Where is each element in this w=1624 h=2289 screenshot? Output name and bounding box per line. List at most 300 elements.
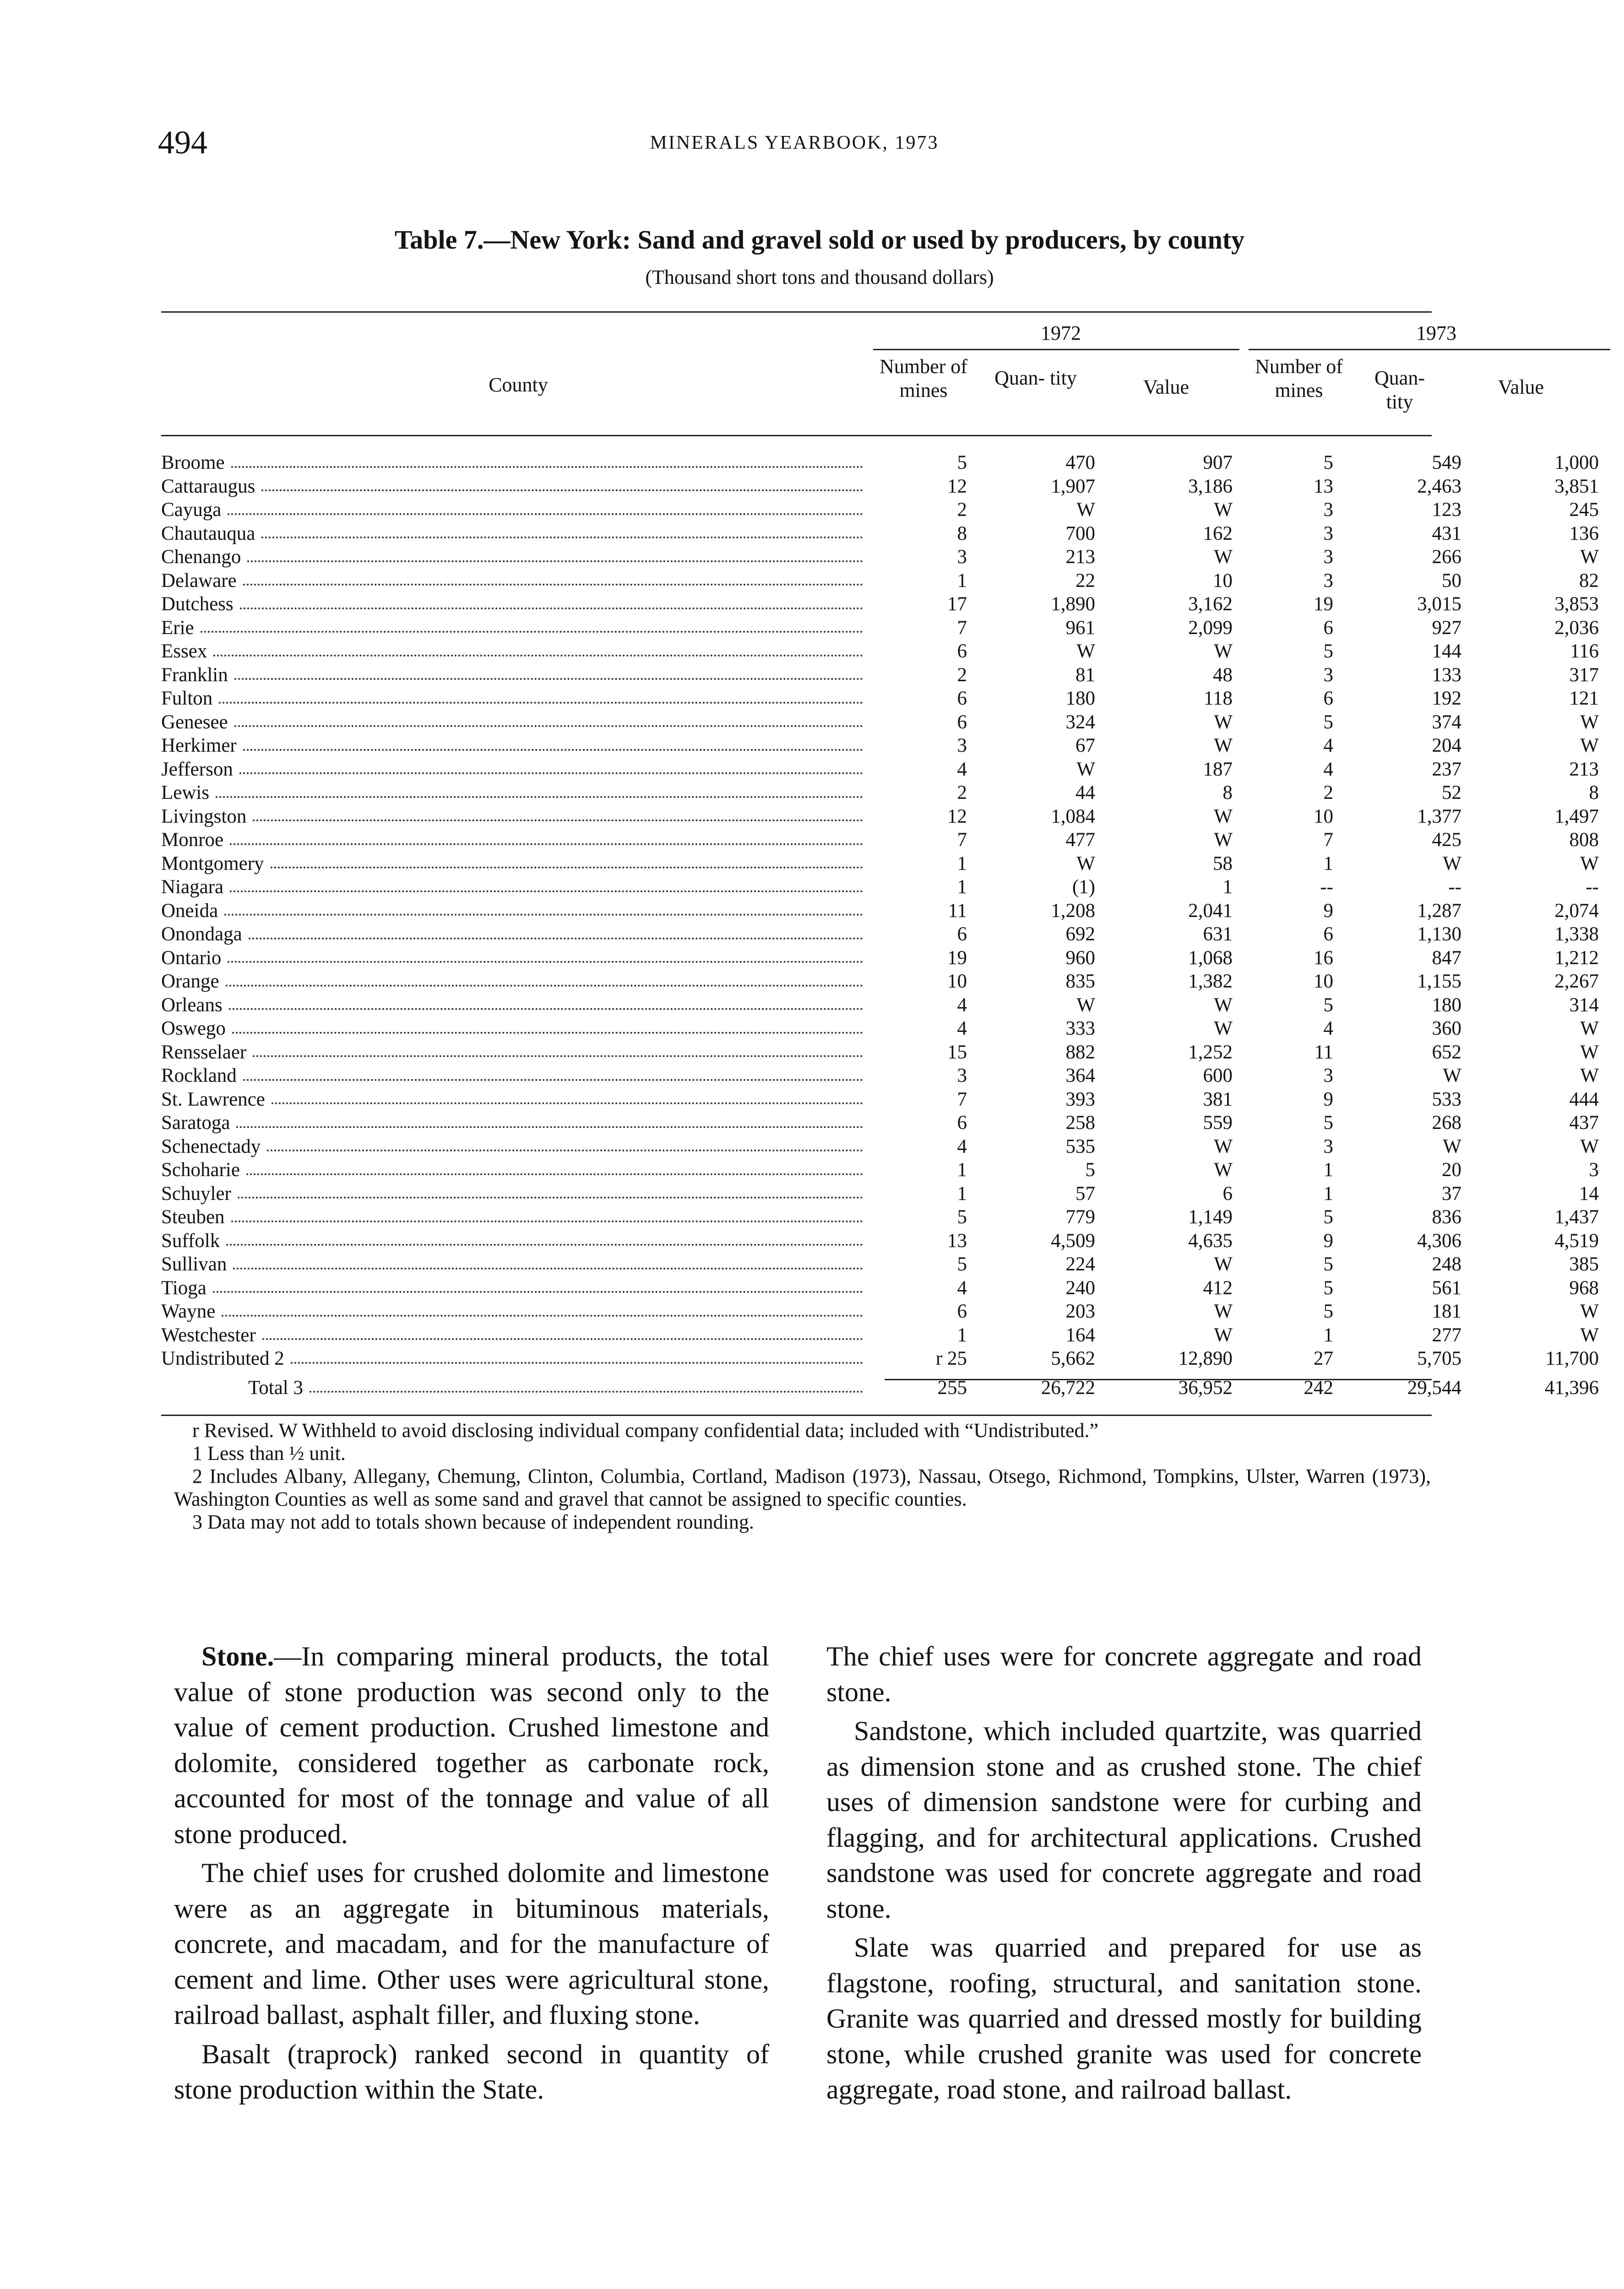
county-name: Monroe xyxy=(161,829,224,851)
leader-dots xyxy=(201,631,863,633)
leader-dots xyxy=(226,1244,863,1246)
year-1972-rule xyxy=(873,349,1239,350)
quantity-1973-cell: 180 xyxy=(1432,994,1461,1016)
quantity-1973-cell: 1,130 xyxy=(1417,923,1461,945)
county-name: Ontario xyxy=(161,947,222,969)
paragraph-basalt-uses: The chief uses were for concrete aggregate and road stone. xyxy=(826,1641,1422,1707)
quantity-1972-cell: 44 xyxy=(1075,782,1095,803)
quantity-1972-cell: 882 xyxy=(1065,1041,1095,1063)
county-name: Rensselaer xyxy=(161,1041,247,1063)
value-1973-cell: W xyxy=(1580,1301,1599,1322)
county-cell xyxy=(161,993,873,1017)
county-name: Cattaraugus xyxy=(161,475,255,497)
quantity-1973-cell: 549 xyxy=(1432,452,1461,473)
quantity-1973-cell: 277 xyxy=(1432,1324,1461,1346)
value-1972-cell: W xyxy=(1214,1135,1233,1157)
county-name: Onondaga xyxy=(161,923,242,945)
total-top-rule xyxy=(885,1379,1432,1380)
table-row xyxy=(161,781,1599,805)
value-1972-cell: 36,952 xyxy=(1178,1377,1233,1399)
leader-dots xyxy=(224,914,863,916)
county-name: Jefferson xyxy=(161,758,233,780)
table-row xyxy=(161,805,1599,829)
leader-dots xyxy=(232,1032,863,1034)
value-1973-cell: 121 xyxy=(1569,688,1599,709)
quantity-1973-cell: 1,377 xyxy=(1417,805,1461,827)
leader-dots xyxy=(253,819,863,821)
county-name: Steuben xyxy=(161,1206,225,1228)
mines-1973-cell: 27 xyxy=(1314,1348,1333,1369)
value-1973-cell: W xyxy=(1580,1135,1599,1157)
county-cell xyxy=(161,1111,873,1135)
running-head: MINERALS YEARBOOK, 1973 xyxy=(650,132,939,153)
mines-1973-cell: 1 xyxy=(1323,1324,1333,1346)
mines-1972-cell: 12 xyxy=(947,475,967,497)
mines-1973-cell: 1 xyxy=(1323,852,1333,874)
county-cell xyxy=(161,899,873,923)
mines-1972-cell: 19 xyxy=(947,947,967,969)
county-cell xyxy=(161,687,873,711)
table-row xyxy=(161,852,1599,876)
quantity-1973-cell: 50 xyxy=(1442,570,1461,591)
value-1973-cell: W xyxy=(1580,546,1599,568)
quantity-1973-cell: 652 xyxy=(1432,1041,1461,1063)
value-1972-cell: W xyxy=(1214,499,1233,521)
quantity-1973-cell: 374 xyxy=(1432,711,1461,733)
leader-dots xyxy=(222,1315,863,1317)
leader-dots xyxy=(226,985,863,987)
value-1972-cell: 1 xyxy=(1222,876,1233,898)
value-1973-cell: 1,338 xyxy=(1554,923,1599,945)
county-cell xyxy=(161,828,873,852)
table-row xyxy=(161,828,1599,852)
leader-dots xyxy=(240,608,863,609)
mines-1972-cell: 4 xyxy=(957,1018,967,1039)
table-footnotes xyxy=(174,1419,1431,1534)
value-1973-cell: 3,853 xyxy=(1554,593,1599,615)
leader-dots xyxy=(229,1008,863,1010)
value-1973-cell: 213 xyxy=(1569,758,1599,780)
value-1972-cell: 1,149 xyxy=(1188,1206,1233,1228)
mines-1973-cell: 5 xyxy=(1323,1112,1333,1134)
table-row xyxy=(161,451,1599,475)
table-row xyxy=(161,875,1599,899)
county-name: Schenectady xyxy=(161,1135,261,1157)
mines-1973-header: Number of mines xyxy=(1255,355,1343,401)
county-cell xyxy=(161,1253,873,1276)
leader-dots xyxy=(231,466,863,468)
quantity-1972-cell: 258 xyxy=(1065,1112,1095,1134)
leader-dots xyxy=(262,1338,863,1340)
mines-1972-cell: 5 xyxy=(957,452,967,473)
county-cell xyxy=(161,451,873,475)
table-row xyxy=(161,687,1599,711)
table-row xyxy=(161,1041,1599,1064)
county-name: Franklin xyxy=(161,664,228,686)
county-name: Niagara xyxy=(161,876,224,898)
quantity-1972-cell: 240 xyxy=(1065,1277,1095,1299)
county-cell xyxy=(161,1041,873,1064)
value-1973-cell: W xyxy=(1580,1324,1599,1346)
mines-1972-cell: 6 xyxy=(957,640,967,662)
table-title: Table 7.—New York: Sand and gravel sold or used by producers, by county xyxy=(394,225,1245,255)
mines-1972-cell: 1 xyxy=(957,1159,967,1181)
quantity-1973-cell: 360 xyxy=(1432,1018,1461,1039)
mines-1973-cell: 3 xyxy=(1323,499,1333,521)
mines-1972-cell: 2 xyxy=(957,782,967,803)
table-row xyxy=(161,1158,1599,1182)
quantity-1972-cell: 1,890 xyxy=(1051,593,1095,615)
value-1973-cell: 385 xyxy=(1569,1253,1599,1275)
value-1973-header: Value xyxy=(1498,376,1544,398)
table-row xyxy=(161,1276,1599,1300)
value-1972-cell: 1,252 xyxy=(1188,1041,1233,1063)
quantity-1972-cell: 470 xyxy=(1065,452,1095,473)
mines-1973-cell: 242 xyxy=(1304,1377,1333,1399)
quantity-1972-cell: 700 xyxy=(1065,522,1095,544)
table-row xyxy=(161,663,1599,687)
quantity-1972-cell: 779 xyxy=(1065,1206,1095,1228)
footnote-1: 1 Less than ½ unit. xyxy=(192,1442,346,1465)
quantity-1973-cell: 1,155 xyxy=(1417,971,1461,992)
mines-1973-cell: 6 xyxy=(1323,923,1333,945)
quantity-1972-cell: 333 xyxy=(1065,1018,1095,1039)
table-row xyxy=(161,758,1599,781)
mines-1972-cell: 4 xyxy=(957,758,967,780)
quantity-1973-cell: 20 xyxy=(1442,1159,1461,1181)
value-1972-cell: W xyxy=(1214,640,1233,662)
county-column-header: County xyxy=(489,374,548,396)
quantity-1972-cell: 692 xyxy=(1065,923,1095,945)
county-cell xyxy=(161,1088,873,1112)
value-1972-cell: 8 xyxy=(1222,782,1233,803)
county-name: Undistributed 2 xyxy=(161,1348,284,1369)
quantity-1973-cell: 927 xyxy=(1432,617,1461,639)
county-cell xyxy=(161,1205,873,1229)
mines-1972-cell: 10 xyxy=(947,971,967,992)
county-cell xyxy=(161,922,873,946)
table-row xyxy=(161,734,1599,758)
value-1973-cell: 1,212 xyxy=(1554,947,1599,969)
county-cell xyxy=(161,946,873,970)
quantity-1973-cell: 29,544 xyxy=(1407,1377,1461,1399)
quantity-1972-cell: 393 xyxy=(1065,1088,1095,1110)
mines-1972-cell: 6 xyxy=(957,1112,967,1134)
value-1972-cell: 381 xyxy=(1203,1088,1233,1110)
quantity-1973-cell: 248 xyxy=(1432,1253,1461,1275)
body-column-left xyxy=(174,1639,769,2111)
stone-text: —In comparing mineral products, the total value of stone production was second only to the value of cement production. Crushed limestone and dolomite, considered together as carbonate rock, accounted for most of the tonnage and value of all stone produced. xyxy=(174,1641,769,1849)
value-1973-cell: 437 xyxy=(1569,1112,1599,1134)
mines-1973-cell: 4 xyxy=(1323,735,1333,756)
total-row xyxy=(161,1371,1599,1400)
value-1973-cell: 4,519 xyxy=(1554,1230,1599,1252)
mines-1973-cell: 5 xyxy=(1323,1253,1333,1275)
mines-1973-cell: 5 xyxy=(1323,711,1333,733)
value-1973-cell: 3,851 xyxy=(1554,475,1599,497)
quantity-1972-cell: 364 xyxy=(1065,1065,1095,1086)
quantity-1972-cell: 1,907 xyxy=(1051,475,1095,497)
county-name: Chautauqua xyxy=(161,522,255,544)
paragraph-stone xyxy=(174,1639,769,1852)
mines-1972-cell: 4 xyxy=(957,1135,967,1157)
quantity-1972-cell: 5,662 xyxy=(1051,1348,1095,1369)
county-name: Broome xyxy=(161,452,225,473)
mines-1973-cell: 4 xyxy=(1323,1018,1333,1039)
mines-1973-cell: 5 xyxy=(1323,1206,1333,1228)
page-header xyxy=(158,124,1431,165)
county-name: Schuyler xyxy=(161,1182,231,1204)
quantity-1972-cell: 57 xyxy=(1075,1182,1095,1204)
footnote-3: 3 Data may not add to totals shown because of independent rounding. xyxy=(192,1511,754,1533)
mines-1973-cell: 9 xyxy=(1323,1088,1333,1110)
leader-dots xyxy=(230,843,863,845)
mines-1973-cell: 3 xyxy=(1323,570,1333,591)
value-1973-cell: 808 xyxy=(1569,829,1599,851)
value-1972-cell: 6 xyxy=(1222,1182,1233,1204)
value-1972-cell: W xyxy=(1214,1324,1233,1346)
stone-heading: Stone. xyxy=(201,1641,274,1671)
mines-1972-cell: 2 xyxy=(957,499,967,521)
mines-1973-cell: 1 xyxy=(1323,1159,1333,1181)
value-1972-cell: 3,162 xyxy=(1188,593,1233,615)
leader-dots xyxy=(272,1102,863,1104)
table-row xyxy=(161,970,1599,993)
table-row xyxy=(161,1017,1599,1041)
quantity-1972-cell: 67 xyxy=(1075,735,1095,756)
leader-dots xyxy=(228,513,863,515)
value-1972-cell: 412 xyxy=(1203,1277,1233,1299)
table-row xyxy=(161,545,1599,569)
mines-1973-cell: 13 xyxy=(1314,475,1333,497)
mines-1973-cell: 9 xyxy=(1323,900,1333,922)
value-1972-cell: 559 xyxy=(1203,1112,1233,1134)
header-bottom-rule xyxy=(161,435,1432,436)
mines-1972-cell: 6 xyxy=(957,1301,967,1322)
mines-1972-cell: 5 xyxy=(957,1253,967,1275)
county-cell xyxy=(161,1135,873,1159)
value-1972-header: Value xyxy=(1143,376,1189,398)
quantity-1973-cell: 431 xyxy=(1432,522,1461,544)
mines-1973-cell: 7 xyxy=(1323,829,1333,851)
value-1973-cell: 1,437 xyxy=(1554,1206,1599,1228)
leader-dots xyxy=(267,1150,863,1151)
county-cell xyxy=(161,592,873,616)
value-1972-cell: 3,186 xyxy=(1188,475,1233,497)
value-1972-cell: 4,635 xyxy=(1188,1230,1233,1252)
mines-1973-cell: 3 xyxy=(1323,1135,1333,1157)
table-subtitle: (Thousand short tons and thousand dollars) xyxy=(645,266,994,288)
value-1973-cell: 11,700 xyxy=(1545,1348,1599,1369)
data-table xyxy=(161,451,1599,1399)
leader-dots xyxy=(249,938,863,939)
county-name: Rockland xyxy=(161,1065,237,1086)
value-1973-cell: 2,074 xyxy=(1554,900,1599,922)
value-1973-cell: W xyxy=(1580,1018,1599,1039)
county-cell xyxy=(161,1276,873,1300)
mines-1972-cell: 7 xyxy=(957,617,967,639)
county-name: Montgomery xyxy=(161,852,264,874)
leader-dots xyxy=(271,867,863,868)
county-cell xyxy=(161,545,873,569)
mines-1972-cell: 2 xyxy=(957,664,967,686)
mines-1972-cell: 12 xyxy=(947,805,967,827)
table-row xyxy=(161,1088,1599,1112)
quantity-1973-cell: 192 xyxy=(1432,688,1461,709)
mines-1973-cell: 9 xyxy=(1323,1230,1333,1252)
value-1973-cell: 136 xyxy=(1569,522,1599,544)
county-name: Tioga xyxy=(161,1277,206,1299)
quantity-1972-cell: 22 xyxy=(1075,570,1095,591)
table-row xyxy=(161,1253,1599,1276)
value-1973-cell: -- xyxy=(1586,876,1599,898)
quantity-1973-cell: 5,705 xyxy=(1417,1348,1461,1369)
mines-1973-cell: 5 xyxy=(1323,452,1333,473)
county-cell xyxy=(161,1229,873,1253)
year-1972-label: 1972 xyxy=(1041,322,1081,344)
mines-1973-cell: 3 xyxy=(1323,1065,1333,1086)
county-cell xyxy=(161,758,873,781)
quantity-1972-cell: 324 xyxy=(1065,711,1095,733)
mines-1972-cell: 6 xyxy=(957,688,967,709)
county-name: Oswego xyxy=(161,1018,226,1039)
quantity-1972-cell: W xyxy=(1076,758,1095,780)
value-1972-cell: W xyxy=(1214,1018,1233,1039)
table-row xyxy=(161,592,1599,616)
mines-1972-cell: 15 xyxy=(947,1041,967,1063)
county-cell xyxy=(161,1371,873,1400)
value-1973-cell: 14 xyxy=(1579,1182,1599,1204)
leader-dots xyxy=(253,1055,863,1057)
value-1973-cell: 968 xyxy=(1569,1277,1599,1299)
mines-1972-cell: 7 xyxy=(957,1088,967,1110)
quantity-1972-cell: 203 xyxy=(1065,1301,1095,1322)
mines-1972-cell: 6 xyxy=(957,711,967,733)
quantity-1973-cell: 1,287 xyxy=(1417,900,1461,922)
table-row xyxy=(161,498,1599,522)
value-1972-cell: 600 xyxy=(1203,1065,1233,1086)
value-1972-cell: W xyxy=(1214,546,1233,568)
quantity-1972-cell: 535 xyxy=(1065,1135,1095,1157)
leader-dots xyxy=(243,584,863,586)
table-row xyxy=(161,711,1599,734)
table-row xyxy=(161,475,1599,499)
mines-1973-cell: 5 xyxy=(1323,994,1333,1016)
table-row xyxy=(161,993,1599,1017)
quantity-1972-cell: 4,509 xyxy=(1051,1230,1095,1252)
leader-dots xyxy=(261,489,863,491)
county-name: Dutchess xyxy=(161,593,234,615)
leader-dots xyxy=(230,890,863,892)
value-1973-cell: W xyxy=(1580,711,1599,733)
value-1973-cell: 2,036 xyxy=(1554,617,1599,639)
leader-dots xyxy=(239,772,863,774)
table-row xyxy=(161,569,1599,593)
table-bottom-rule xyxy=(161,1415,1432,1416)
value-1972-cell: 118 xyxy=(1204,688,1233,709)
mines-1973-cell: 10 xyxy=(1314,971,1333,992)
leader-dots xyxy=(246,1173,863,1175)
value-1972-cell: W xyxy=(1214,1301,1233,1322)
quantity-1972-cell: W xyxy=(1076,994,1095,1016)
paragraph-slate-granite: Slate was quarried and prepared for use as flagstone, roofing, structural, and sanitation stone. Granite was quarried and dressed mostly for building stone, while crushed granite was used for concrete aggregate, road stone, and railroad ballast. xyxy=(826,1932,1422,2105)
county-name: Livingston xyxy=(161,805,247,827)
quantity-1972-cell: W xyxy=(1076,499,1095,521)
county-name: Genesee xyxy=(161,711,228,733)
mines-1973-cell: 6 xyxy=(1323,617,1333,639)
value-1972-cell: W xyxy=(1214,1159,1233,1181)
county-cell xyxy=(161,522,873,546)
mines-1973-cell: 11 xyxy=(1314,1041,1333,1063)
mines-1973-cell: 19 xyxy=(1314,593,1333,615)
value-1973-cell: W xyxy=(1580,735,1599,756)
leader-dots xyxy=(216,796,863,798)
county-name: Sullivan xyxy=(161,1253,227,1275)
value-1972-cell: 48 xyxy=(1213,664,1233,686)
county-name: Erie xyxy=(161,617,194,639)
year-1973-rule xyxy=(1249,349,1610,350)
value-1972-cell: 10 xyxy=(1213,570,1233,591)
quantity-1973-cell: 133 xyxy=(1432,664,1461,686)
mines-1972-cell: 3 xyxy=(957,546,967,568)
value-1972-cell: W xyxy=(1214,711,1233,733)
mines-1972-cell: 1 xyxy=(957,1324,967,1346)
quantity-1972-cell: (1) xyxy=(1072,876,1095,898)
county-name: Orleans xyxy=(161,994,223,1016)
quantity-1973-cell: 266 xyxy=(1432,546,1461,568)
value-1973-cell: 2,267 xyxy=(1554,971,1599,992)
quantity-1972-cell: 1,208 xyxy=(1051,900,1095,922)
quantity-1973-cell: W xyxy=(1443,1065,1461,1086)
mines-1972-cell: 1 xyxy=(957,876,967,898)
table-row xyxy=(161,1111,1599,1135)
county-cell xyxy=(161,1323,873,1347)
county-cell xyxy=(161,663,873,687)
quantity-1972-cell: 213 xyxy=(1065,546,1095,568)
value-1973-cell: 314 xyxy=(1569,994,1599,1016)
mines-1972-cell: 7 xyxy=(957,829,967,851)
leader-dots xyxy=(234,678,863,680)
value-1972-cell: W xyxy=(1214,805,1233,827)
quantity-1973-cell: 561 xyxy=(1432,1277,1461,1299)
value-1973-cell: 1,497 xyxy=(1554,805,1599,827)
mines-1972-cell: 1 xyxy=(957,1182,967,1204)
table-top-rule xyxy=(161,311,1432,313)
quantity-1973-cell: 3,015 xyxy=(1417,593,1461,615)
value-1972-cell: W xyxy=(1214,829,1233,851)
table-row xyxy=(161,899,1599,923)
quantity-1973-cell: 52 xyxy=(1442,782,1461,803)
quantity-1973-cell: 4,306 xyxy=(1417,1230,1461,1252)
mines-1972-cell: 5 xyxy=(957,1206,967,1228)
mines-1972-cell: 4 xyxy=(957,1277,967,1299)
leader-dots xyxy=(247,560,863,562)
mines-1972-cell: 8 xyxy=(957,522,967,544)
mines-1973-cell: 1 xyxy=(1323,1182,1333,1204)
leader-dots xyxy=(243,1079,863,1081)
table-row xyxy=(161,922,1599,946)
table-row xyxy=(161,522,1599,546)
county-cell xyxy=(161,781,873,805)
county-cell xyxy=(161,640,873,663)
table-row xyxy=(161,946,1599,970)
table-row xyxy=(161,640,1599,663)
leader-dots xyxy=(243,749,863,751)
value-1972-cell: 631 xyxy=(1203,923,1233,945)
mines-1973-cell: -- xyxy=(1320,876,1333,898)
table-row xyxy=(161,1229,1599,1253)
quantity-1973-header: Quan- tity xyxy=(1374,367,1425,413)
